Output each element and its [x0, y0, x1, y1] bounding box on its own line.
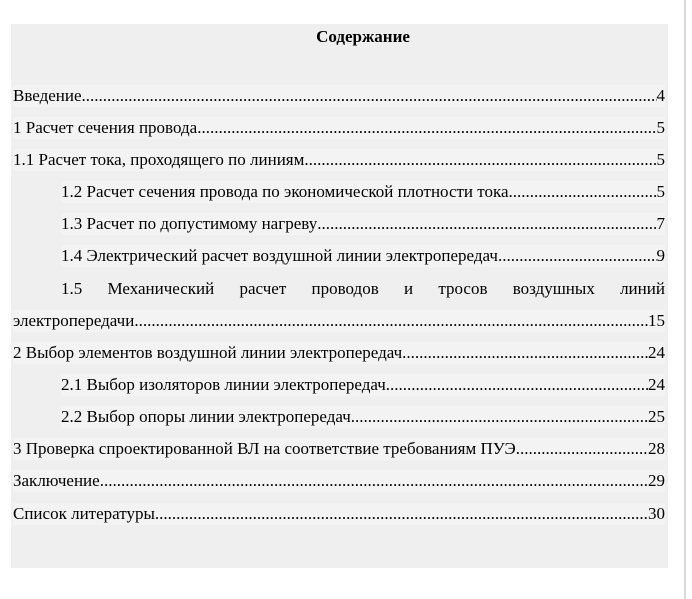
toc-entry-references: [13, 503, 665, 525]
toc-title: Содержание: [316, 27, 410, 46]
toc-leader-dots: [134, 310, 648, 332]
toc-leader-dots: [82, 85, 657, 107]
toc-word: тросов: [438, 279, 488, 298]
toc-entry-conclusion: [13, 470, 665, 492]
toc-entry-1-1: [13, 149, 665, 171]
toc-entry-text: 3 Проверка спроектированной ВЛ на соответствие требованиям ПУЭ: [13, 439, 516, 458]
toc-leader-dots: [197, 117, 656, 139]
toc-entry-text: 1.3 Расчет по допустимому нагреву: [61, 214, 318, 233]
toc-leader-dots: [317, 213, 656, 235]
toc-page-number: 25: [648, 407, 665, 426]
toc-entry-text: 2.2 Выбор опоры линии электропередач: [61, 407, 351, 426]
toc-entry-2-2: [61, 406, 665, 428]
toc-page-number: 30: [648, 504, 665, 523]
toc-page-number: 24: [648, 343, 665, 362]
toc-word: расчет: [239, 279, 287, 298]
toc-leader-dots: [304, 149, 656, 171]
toc-word: проводов: [311, 279, 379, 298]
toc-page-number: 24: [648, 375, 665, 394]
toc-page-number: 28: [648, 439, 665, 458]
toc-entry-2-1: [61, 374, 665, 396]
toc-entry-text: 1 Расчет сечения провода: [13, 118, 198, 137]
toc-leader-dots: [100, 470, 648, 492]
toc-word: воздушных: [512, 279, 595, 298]
toc-entry-text: Введение: [13, 86, 82, 105]
toc-entry-2: [13, 342, 665, 364]
toc-entry-introduction: [13, 85, 665, 107]
toc-leader-dots: [155, 503, 648, 525]
toc-page-number: 4: [656, 86, 665, 105]
toc-leader-dots: [509, 181, 657, 203]
toc-entry-text: 1.2 Расчет сечения провода по экономической плотности тока: [61, 182, 509, 201]
toc-entry-text: 2.1 Выбор изоляторов линии электропередач: [61, 375, 386, 394]
toc-word: Механический: [107, 279, 215, 298]
toc-entry-1-2: [61, 181, 665, 203]
toc-leader-dots: [498, 245, 657, 267]
toc-leader-dots: [402, 342, 648, 364]
toc-page-number: 5: [656, 118, 665, 137]
toc-entry-3: [13, 438, 665, 460]
toc-page-number: 29: [648, 471, 665, 490]
toc-word: линий: [620, 279, 665, 298]
toc-entry-text: Список литературы: [13, 504, 155, 523]
toc-word: 1.5: [61, 279, 83, 298]
toc-entry-text: 1.4 Электрический расчет воздушной линии электропередач: [61, 246, 498, 265]
toc-entry-1: [13, 117, 665, 139]
toc-entry-text: Заключение: [13, 471, 100, 490]
toc-entry-1-3: [61, 213, 665, 235]
toc-leader-dots: [386, 374, 648, 396]
toc-page-number: 9: [656, 246, 665, 265]
page-edge-divider: [684, 0, 686, 599]
toc-page-number: 15: [648, 311, 665, 330]
toc-leader-dots: [351, 406, 648, 428]
toc-entry-1-4: [61, 245, 665, 267]
toc-entry-1-5-continued: [13, 310, 665, 332]
toc-page-number: 5: [656, 150, 665, 169]
toc-entry-text: 1.1 Расчет тока, проходящего по линиям: [13, 150, 305, 169]
toc-page-number: 5: [656, 182, 665, 201]
toc-entry-text: электропередачи: [13, 311, 135, 330]
toc-leader-dots: [516, 438, 648, 460]
toc-entry-1-5-justified: [61, 278, 665, 300]
toc-page-number: 7: [656, 214, 665, 233]
toc-word: и: [403, 279, 414, 298]
toc-entry-text: 2 Выбор элементов воздушной линии электропередач: [13, 343, 403, 362]
